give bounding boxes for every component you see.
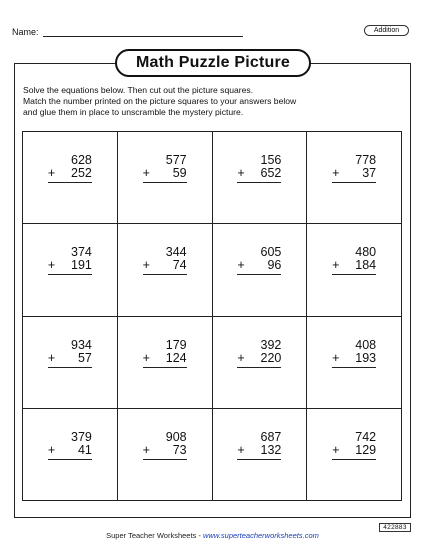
answer-line[interactable] [48,367,92,368]
answer-line[interactable] [237,367,281,368]
addend-bottom: 220 [260,350,282,365]
addition-problem [237,154,281,183]
topic-badge: Addition [364,25,409,36]
addition-problem [48,154,92,183]
addend-bottom: 129 [355,442,377,457]
answer-line[interactable] [143,367,187,368]
problem-cell [23,132,118,224]
addend-bottom: 191 [71,258,92,273]
footer [0,531,425,540]
addition-problem [143,431,187,460]
addend-bottom: 73 [172,442,187,457]
addition-problem [332,154,376,183]
name-label: Name: [12,27,39,37]
plus-operator: + [332,166,340,180]
addend-bottom: 132 [260,442,282,457]
plus-operator: + [237,442,245,457]
answer-line[interactable] [143,182,187,183]
addend-bottom: 96 [267,258,282,273]
addend-bottom-row [48,259,92,272]
addend-bottom-row [143,352,187,365]
addend-bottom: 193 [355,350,377,365]
problem-cell [213,409,308,501]
problem-cell [307,224,402,316]
answer-line[interactable] [332,274,376,275]
addend-bottom-row [332,444,376,457]
addend-top: 392 [260,337,282,352]
addition-problem [332,431,376,460]
addend-top: 742 [355,429,377,444]
plus-operator: + [142,166,150,180]
answer-line[interactable] [332,459,376,460]
answer-line[interactable] [48,274,92,275]
addend-top: 379 [71,429,92,444]
addend-bottom: 37 [362,166,377,180]
addend-top: 374 [71,245,92,260]
answer-line[interactable] [143,274,187,275]
problem-cell [118,409,213,501]
addend-top: 628 [71,153,92,167]
instruction-line: Match the number printed on the picture squares to your answers below [23,96,297,106]
problem-cell [23,317,118,409]
plus-operator: + [142,258,150,273]
plus-operator: + [47,442,56,457]
plus-operator: + [237,166,245,180]
addition-problem [237,339,281,368]
plus-operator: + [47,166,56,180]
addend-bottom-row [143,259,187,272]
addend-bottom: 184 [355,258,377,273]
plus-operator: + [142,350,150,365]
addend-top: 605 [260,245,282,260]
problem-grid [22,131,402,501]
addend-top: 778 [355,153,377,167]
addend-bottom-row [237,444,281,457]
addend-top: 156 [260,153,282,167]
plus-operator: + [47,350,56,365]
addition-problem [48,246,92,275]
instruction-line: Solve the equations below. Then cut out the picture squares. [23,85,254,95]
problem-cell [23,224,118,316]
footer-brand: Super Teacher Worksheets [106,531,197,540]
name-line[interactable] [43,27,243,37]
addend-bottom: 652 [260,166,282,180]
addend-top: 687 [260,429,282,444]
answer-line[interactable] [332,182,376,183]
problem-cell [213,317,308,409]
problem-cell [118,317,213,409]
answer-line[interactable] [237,459,281,460]
addend-top: 408 [355,337,377,352]
addition-problem [237,246,281,275]
name-field[interactable] [12,27,243,37]
problem-cell [118,132,213,224]
footer-url[interactable]: www.superteacherworksheets.com [202,531,319,540]
plus-operator: + [142,442,150,457]
addend-top: 577 [165,153,187,167]
answer-line[interactable] [237,182,281,183]
instructions [23,85,408,118]
addend-bottom: 74 [172,258,187,273]
addend-bottom-row [143,167,187,180]
plus-operator: + [332,350,340,365]
answer-line[interactable] [143,459,187,460]
addition-problem [332,246,376,275]
addend-bottom: 124 [165,350,187,365]
addend-bottom: 57 [77,350,92,365]
problem-cell [307,132,402,224]
addend-bottom-row [237,259,281,272]
addend-bottom-row [332,259,376,272]
addend-top: 179 [165,337,187,352]
answer-line[interactable] [332,367,376,368]
addend-bottom: 59 [172,166,187,180]
plus-operator: + [47,258,56,273]
worksheet-code: 422883 [379,523,411,532]
addend-top: 934 [71,337,92,352]
addend-bottom-row [143,444,187,457]
answer-line[interactable] [48,182,92,183]
addition-problem [48,339,92,368]
addend-bottom-row [237,167,281,180]
addend-top: 344 [165,245,187,260]
addend-top: 480 [355,245,377,260]
addend-bottom: 252 [71,166,92,180]
answer-line[interactable] [237,274,281,275]
problem-cell [307,409,402,501]
problem-cell [118,224,213,316]
plus-operator: + [332,258,340,273]
addend-top: 908 [165,429,187,444]
addition-problem [143,154,187,183]
addend-bottom-row [332,167,376,180]
addend-bottom-row [48,352,92,365]
plus-operator: + [237,258,245,273]
addition-problem [237,431,281,460]
page-title: Math Puzzle Picture [115,49,311,77]
problem-cell [307,317,402,409]
addition-problem [143,246,187,275]
problem-cell [23,409,118,501]
plus-operator: + [332,442,340,457]
addend-bottom-row [48,167,92,180]
problem-cell [213,224,308,316]
addition-problem [143,339,187,368]
answer-line[interactable] [48,459,92,460]
addend-bottom-row [237,352,281,365]
instruction-line: and glue them in place to unscramble the mystery picture. [23,107,244,117]
footer-separator: - [196,531,203,540]
addend-bottom: 41 [77,442,92,457]
plus-operator: + [237,350,245,365]
addend-bottom-row [48,444,92,457]
problem-cell [213,132,308,224]
addend-bottom-row [332,352,376,365]
addition-problem [332,339,376,368]
addition-problem [48,431,92,460]
